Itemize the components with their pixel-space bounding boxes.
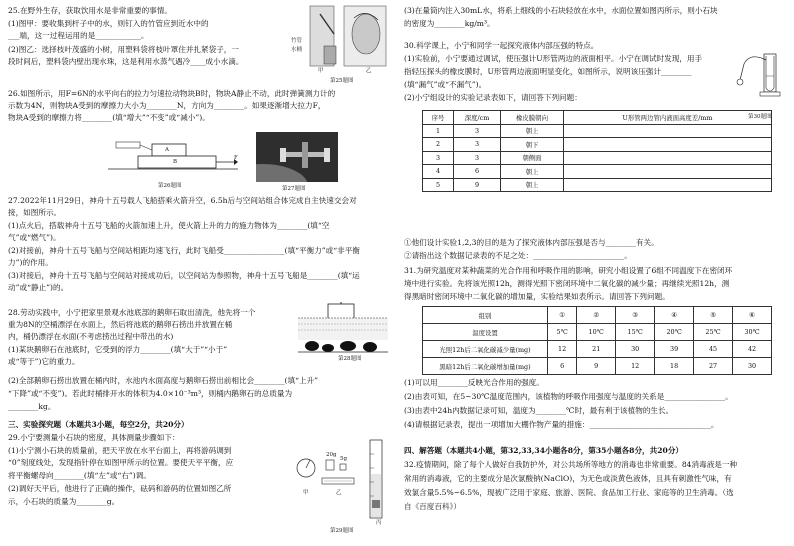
table31-cell: 12 xyxy=(548,341,577,358)
table31-header: ③ xyxy=(616,307,655,324)
table31-cell: 20℃ xyxy=(655,324,694,341)
table30-cell: 朝侧面 xyxy=(501,151,564,165)
q27-part2-line1: (2)对接前，神舟十五号飞船与空间站相距均速飞行，此时飞船受________________(填“平衡力”或“非平衡 xyxy=(8,246,360,255)
table-row xyxy=(423,341,772,358)
alt-text-holder xyxy=(0,0,1,1)
fig26-label-A: A xyxy=(165,147,169,153)
q26-line3: 物块A受到的摩擦力将________(填“增大”“不变”或“减小”)。 xyxy=(8,113,210,122)
q27-part2-line2: 力”)的作用。 xyxy=(8,258,53,267)
table-row xyxy=(423,178,772,192)
q28-line3: 内，桶仍漂浮在水面(不考虑捞出过程中带出的水) xyxy=(8,332,174,341)
q27-line1: 27.2022年11月29日，神舟十五号载人飞船搭乘火箭升空，6.5h后与空间站组合体完成自主快速交会对 xyxy=(8,196,357,205)
q28-line1: 28.劳动实践中，小宁把家里景观水池底部的鹅卵石取出清洗，他先将一个 xyxy=(8,308,256,317)
table31-cell: 30 xyxy=(616,341,655,358)
q27-part3-line1: (3)对接后，神舟十五号飞船与空间站对接成功后，以空间站为参照物，神舟十五号飞船是________(填“运 xyxy=(8,271,360,280)
q25-part1-line1: (1)图甲：要收集到杆子中的水，则钉入的竹管应到近水中的 xyxy=(8,19,209,28)
table30-cell xyxy=(564,151,772,165)
table31-cell: 21 xyxy=(577,341,616,358)
table-row xyxy=(423,165,772,179)
table31-header: ④ xyxy=(655,307,694,324)
table30-header-row xyxy=(423,111,772,125)
left-column xyxy=(8,0,390,546)
table31-cell: 温度设置 xyxy=(423,324,548,341)
table31-cell: 18 xyxy=(655,358,694,375)
table30-cell: 3 xyxy=(454,138,501,152)
table31-cell: 25℃ xyxy=(694,324,733,341)
table30-cell: 3 xyxy=(454,151,501,165)
fig29-caption: 第29题图 xyxy=(330,528,354,534)
q29-part3-line1: (3)在量筒内注入30mL水，将系上细线的小石块轻放在水中，水面位置如图丙所示，则小石块 xyxy=(404,6,718,15)
q31-part1: (1)可以用________反映光合作用的强度。 xyxy=(404,378,544,387)
table31-cell: 30 xyxy=(733,358,772,375)
table31-cell: 6 xyxy=(548,358,577,375)
q27-line2: 接，如图所示。 xyxy=(8,208,62,217)
q25-part2-line1: (2)图乙：选择枝叶茂盛的小树，用塑料袋将枝叶罩住并扎紧袋子，一 xyxy=(8,45,239,54)
q31-part3: (3)由表中24h内数据记录可知，温度为________℃时，最有利于该植物的生长。 xyxy=(404,406,674,415)
section3-heading: 三、实验探究题（本题共3小题，每空2分，共20分） xyxy=(8,420,189,429)
fig28-caption: 第28题图 xyxy=(338,356,362,362)
table30-cell xyxy=(564,165,772,179)
table30-header: 橡皮膜朝向 xyxy=(501,111,564,125)
q29-part2-line1: (2)调好天平后，他进行了正确的操作，砝码和游码的位置如图乙所 xyxy=(8,484,232,493)
table30-cell xyxy=(564,178,772,192)
table31-cell: 12 xyxy=(616,358,655,375)
q30-part1-line3: (填“漏气”或“不漏气”)。 xyxy=(404,80,487,89)
fig29-label-20g: 20g xyxy=(326,452,337,458)
table-row xyxy=(423,324,772,341)
q31-part4: (4)请根据记录表，提出一项增加大棚作物产量的措施：________________________________。 xyxy=(404,420,719,429)
q28-part1-alt: (1 xyxy=(0,0,1,1)
table30-cell: 6 xyxy=(454,165,501,179)
fig29-label-bing: 丙 xyxy=(376,520,382,526)
q30-part2-q1: ①他们设计实验1,2,3的目的是为了探究液体内部压强是否与________有关。 xyxy=(404,238,659,247)
fig26-image xyxy=(108,138,238,178)
fig28-image xyxy=(298,302,388,360)
table-row xyxy=(423,151,772,165)
fig27-image xyxy=(256,132,338,182)
table30-cell: 2 xyxy=(423,138,454,152)
table31-cell: 42 xyxy=(733,341,772,358)
q28-part1-line2: 或“等于”)它的重力。 xyxy=(8,357,80,366)
q29-part3-line2: 的密度为________kg/m³。 xyxy=(404,19,495,28)
q32-line2: 常用的消毒液，它的主要成分是次氯酸钠(NaClO)，为无色或淡黄色液体，且具有刺激性气味，有 xyxy=(404,474,732,483)
table31-header: 组别 xyxy=(423,307,548,324)
q29-part1-line1: (1)小宁测小石块的质量前，把天平放在水平台面上，再将游码调到 xyxy=(8,446,232,455)
table30-header: 深度/cm xyxy=(454,111,501,125)
fig27-caption: 第27题图 xyxy=(282,186,306,192)
table30-cell: 5 xyxy=(423,178,454,192)
q26-line2: 示数为4N，则物块A受到的摩擦力大小为________N，方向为________。如果逐渐增大拉力F， xyxy=(8,101,326,110)
q29-stem: 29.小宁要测量小石块的密度，具体测量步骤如下： xyxy=(8,433,180,442)
q27-part1-line2: 气”或“燃气”)。 xyxy=(8,233,61,242)
q28-part2-line1: (2)全部鹅卵石捞出放置在桶内时，水池内水面高度与鹅卵石捞出前相比会________(填“上升” xyxy=(8,376,319,385)
fig25-label-jia: 甲 xyxy=(318,68,324,74)
q29-part1-line2: “0”刻度线处，发现指针停在如图甲所示的位置。要使天平平衡，应 xyxy=(8,458,234,467)
q30-part2-line: (2)小宁组设计的实验记录表如下，请回答下列问题： xyxy=(404,93,582,102)
q31-line3: 得黑暗时密闭环境中二氧化碳的增加量，实验结果如表所示。请回答下列问题。 xyxy=(404,292,670,301)
table30-header: 序号 xyxy=(423,111,454,125)
fig26-label-F: F xyxy=(234,155,238,161)
q28-part1-line1: (1)某块鹅卵石在池底时，它受到的浮力________(填“大于”“小于” xyxy=(8,345,228,354)
table31-cell: 15℃ xyxy=(616,324,655,341)
table30-cell: 3 xyxy=(454,124,501,138)
table30-cell: 9 xyxy=(454,178,501,192)
table31-cell: 光照12h后二氧化碳减少量(mg) xyxy=(423,341,548,358)
section4-heading: 四、解答题（本题共4小题，第32,33,34小题各8分，第35小题各8分，共20分） xyxy=(404,446,684,455)
fig25-caption: 第25题图 xyxy=(330,78,354,84)
table30-cell: 3 xyxy=(423,151,454,165)
q27-part1-line1: (1)点火后，搭载神舟十五号飞船的火箭加速上升，使火箭上升的力的施力物体为________(填“空 xyxy=(8,221,330,230)
table30-cell: 朝上 xyxy=(501,165,564,179)
q25-part1-line2: ___端，这一过程运用的是____________。 xyxy=(8,31,149,40)
table31-header: ② xyxy=(577,307,616,324)
fig29-label-jia: 甲 xyxy=(303,490,309,496)
q28-part2-line3: ________kg。 xyxy=(8,402,56,411)
q31-line1: 31.为研究温度对某种蔬菜的光合作用和呼吸作用的影响，研究小组设置了6组不同温度下在密闭环 xyxy=(404,266,733,275)
table30-cell: 朝下 xyxy=(501,138,564,152)
q30-part1-line1: (1)实验前，小宁要通过调试，使压强计U形管两边的液面相平。小宁在调试时发现，用手 xyxy=(404,54,703,63)
q28-line2: 重为8N的空桶漂浮在水面上，然后将池底的鹅卵石捞出并放置在桶 xyxy=(8,320,233,329)
q26-line1: 26.如图所示，用F=6N的水平向右的拉力匀速拉动物块B时，物块A静止不动，此时弹簧测力计的 xyxy=(8,89,336,98)
table31-header-row xyxy=(423,307,772,324)
fig30-caption: 第30题图 xyxy=(748,114,772,120)
q29-part1-line3: 将平衡螺母向________(填“左”或“右”)调。 xyxy=(8,471,151,480)
q30-part2-q2: ②请指出这个数据记录表的不足之处：________________________。 xyxy=(404,251,632,260)
table30 xyxy=(422,110,772,192)
table30-cell: 朝上 xyxy=(501,124,564,138)
q25-part2-line2: 段时间后，塑料袋内壁出现水珠，这是利用水蒸气遇冷____成小水滴。 xyxy=(8,57,244,66)
fig25-image xyxy=(294,4,388,86)
q32-line1: 32.疫情期间，除了每个人做好自我防护外，对公共场所等地方的消毒也非常重要。84消毒液是一种 xyxy=(404,460,738,469)
q25-stem: 25.在野外生存，获取饮用水是非常重要的事情。 xyxy=(8,6,172,15)
table30-cell xyxy=(564,138,772,152)
table-row xyxy=(423,124,772,138)
table-row xyxy=(423,358,772,375)
table30-cell xyxy=(564,124,772,138)
table31 xyxy=(422,306,772,375)
table31-header: ⑤ xyxy=(694,307,733,324)
table31-cell: 10℃ xyxy=(577,324,616,341)
table31-cell: 9 xyxy=(577,358,616,375)
fig29-label-5g: 5g xyxy=(340,456,348,462)
fig25-label-bucket: 水桶 xyxy=(291,47,303,53)
fig25-label-yi: 乙 xyxy=(366,68,372,74)
table31-cell: 39 xyxy=(655,341,694,358)
table31-cell: 30℃ xyxy=(733,324,772,341)
table31-header: ⑥ xyxy=(733,307,772,324)
fig26-caption: 第26题图 xyxy=(158,183,182,189)
q28-part2-line2: “下降”或“不变”)。若此时桶排开水的体积为4.0×10⁻³m³，则桶内鹅卵石的总质量为 xyxy=(8,389,293,398)
table31-header: ① xyxy=(548,307,577,324)
q32-line3: 效氯含量5.5%~6.5%，现被广泛用于家庭、旅游、医院、食品加工行业、家庭等的卫生消毒。（选 xyxy=(404,488,734,497)
q32-line4: 自《百度百科》） xyxy=(404,502,461,511)
q31-line2: 境中进行实验。先将该光照12h，测得光照下密闭环境中二氧化碳的减少量；再继续光照12h，测 xyxy=(404,279,730,288)
fig26-label-B: B xyxy=(173,159,178,165)
q30-part1-line2: 指轻压探头的橡皮膜时，U形管两边液面明显变化，如图所示，说明该压强计________ xyxy=(404,67,692,76)
table30-cell: 1 xyxy=(423,124,454,138)
right-column xyxy=(404,0,786,546)
table30-cell: 4 xyxy=(423,165,454,179)
fig25-label-tube: 竹管 xyxy=(291,38,303,44)
table31-cell: 27 xyxy=(694,358,733,375)
fig29-label-yi: 乙 xyxy=(336,490,342,496)
q31-part2: (2)由表可知，在5~30℃温度范围内，该植物的呼吸作用强度与温度的关系是________________。 xyxy=(404,392,733,401)
table30-header: U形管两边管内液面高度差/mm xyxy=(564,111,772,125)
table31-cell: 45 xyxy=(694,341,733,358)
fig30-image xyxy=(736,48,784,110)
table30-cell: 朝上 xyxy=(501,178,564,192)
q30-stem: 30.科学课上，小宁和同学一起探究液体内部压强的特点。 xyxy=(404,41,599,50)
table-row xyxy=(423,138,772,152)
table31-cell: 5℃ xyxy=(548,324,577,341)
table31-cell: 黑暗12h后二氧化碳增加量(mg) xyxy=(423,358,548,375)
fig29-image xyxy=(294,438,390,530)
q29-part2-line2: 示，小石块的质量为________g。 xyxy=(8,497,120,506)
q27-part3-line2: 动”或“静止”)的。 xyxy=(8,283,69,292)
